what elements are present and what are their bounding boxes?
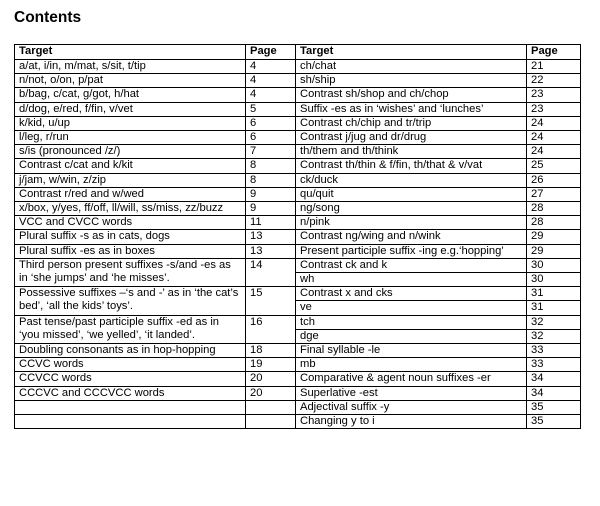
right-target-cell: Contrast ck and k	[296, 258, 527, 272]
right-target-cell: Suffix -es as in ‘wishes’ and ‘lunches’	[296, 102, 527, 116]
left-target-cell: s/is (pronounced /z/)	[15, 145, 246, 159]
right-page-cell: 32	[527, 329, 581, 343]
left-target-cell: Contrast r/red and w/wed	[15, 187, 246, 201]
right-page-cell: 24	[527, 131, 581, 145]
right-page-cell: 30	[527, 273, 581, 287]
right-page-cell: 34	[527, 372, 581, 386]
left-target-cell: CCVCC words	[15, 372, 246, 386]
left-page-cell	[246, 415, 296, 429]
right-page-cell: 28	[527, 216, 581, 230]
right-page-cell: 27	[527, 187, 581, 201]
right-target-cell: Adjectival suffix -y	[296, 400, 527, 414]
table-row	[15, 358, 581, 372]
header-right-page: Page	[527, 45, 581, 60]
right-page-cell: 21	[527, 60, 581, 74]
left-target-cell: VCC and CVCC words	[15, 216, 246, 230]
right-page-cell: 22	[527, 74, 581, 88]
header-right-target: Target	[296, 45, 527, 60]
left-target-cell: a/at, i/in, m/mat, s/sit, t/tip	[15, 60, 246, 74]
table-row	[15, 244, 581, 258]
right-page-cell: 31	[527, 301, 581, 315]
right-target-cell: mb	[296, 358, 527, 372]
right-page-cell: 35	[527, 400, 581, 414]
right-page-cell: 23	[527, 102, 581, 116]
table-row	[15, 287, 581, 301]
left-target-cell	[15, 415, 246, 429]
right-page-cell: 24	[527, 145, 581, 159]
right-target-cell: Contrast x and cks	[296, 287, 527, 301]
left-page-cell: 4	[246, 88, 296, 102]
table-row	[15, 258, 581, 272]
right-page-cell: 28	[527, 202, 581, 216]
right-target-cell: ve	[296, 301, 527, 315]
left-target-cell: Contrast c/cat and k/kit	[15, 159, 246, 173]
left-target-cell: Possessive suffixes –‘s and -’ as in ‘the cat’s bed’, ‘all the kids’ toys’.	[15, 287, 246, 315]
right-target-cell: qu/quit	[296, 187, 527, 201]
left-target-cell: d/dog, e/red, f/fin, v/vet	[15, 102, 246, 116]
left-target-cell: Plural suffix -s as in cats, dogs	[15, 230, 246, 244]
right-target-cell: ck/duck	[296, 173, 527, 187]
right-target-cell: wh	[296, 273, 527, 287]
right-target-cell: Final syllable -le	[296, 344, 527, 358]
right-target-cell: th/them and th/think	[296, 145, 527, 159]
left-target-cell: k/kid, u/up	[15, 116, 246, 130]
table-row	[15, 145, 581, 159]
left-target-cell: Plural suffix -es as in boxes	[15, 244, 246, 258]
left-target-cell: b/bag, c/cat, g/got, h/hat	[15, 88, 246, 102]
table-row	[15, 88, 581, 102]
contents-table	[14, 44, 581, 429]
right-page-cell: 30	[527, 258, 581, 272]
table-row	[15, 74, 581, 88]
header-left-page: Page	[246, 45, 296, 60]
right-target-cell: Changing y to i	[296, 415, 527, 429]
left-page-cell: 11	[246, 216, 296, 230]
left-target-cell: CCCVC and CCCVCC words	[15, 386, 246, 400]
right-page-cell: 29	[527, 230, 581, 244]
right-target-cell: Comparative & agent noun suffixes -er	[296, 372, 527, 386]
right-target-cell: n/pink	[296, 216, 527, 230]
right-target-cell: Superlative -est	[296, 386, 527, 400]
table-row	[15, 344, 581, 358]
left-page-cell	[246, 400, 296, 414]
right-page-cell: 34	[527, 386, 581, 400]
left-page-cell: 8	[246, 159, 296, 173]
left-target-cell: l/leg, r/run	[15, 131, 246, 145]
left-page-cell: 9	[246, 202, 296, 216]
right-page-cell: 33	[527, 358, 581, 372]
left-target-cell: Third person present suffixes -s/and -es as in ‘she jumps’ and ‘he misses’.	[15, 258, 246, 286]
left-target-cell: Doubling consonants as in hop-hopping	[15, 344, 246, 358]
left-target-cell: j/jam, w/win, z/zip	[15, 173, 246, 187]
right-page-cell: 24	[527, 116, 581, 130]
right-target-cell: Contrast j/jug and dr/drug	[296, 131, 527, 145]
left-page-cell: 13	[246, 244, 296, 258]
left-page-cell: 19	[246, 358, 296, 372]
page-title: Contents	[14, 9, 82, 26]
table-row	[15, 202, 581, 216]
right-page-cell: 29	[527, 244, 581, 258]
left-page-cell: 13	[246, 230, 296, 244]
right-page-cell: 25	[527, 159, 581, 173]
table-row	[15, 159, 581, 173]
table-row	[15, 415, 581, 429]
right-page-cell: 23	[527, 88, 581, 102]
left-page-cell: 5	[246, 102, 296, 116]
right-target-cell: Contrast ng/wing and n/wink	[296, 230, 527, 244]
table-row	[15, 230, 581, 244]
left-page-cell: 20	[246, 386, 296, 400]
table-row	[15, 187, 581, 201]
table-header-row	[15, 45, 581, 60]
header-left-target: Target	[15, 45, 246, 60]
table-row	[15, 315, 581, 329]
right-target-cell: Contrast ch/chip and tr/trip	[296, 116, 527, 130]
left-page-cell: 18	[246, 344, 296, 358]
left-page-cell: 16	[246, 315, 296, 343]
left-page-cell: 15	[246, 287, 296, 315]
left-page-cell: 4	[246, 60, 296, 74]
table-row	[15, 216, 581, 230]
left-page-cell: 8	[246, 173, 296, 187]
right-target-cell: Present participle suffix -ing e.g.‘hopping’	[296, 244, 527, 258]
left-target-cell: x/box, y/yes, ff/off, ll/will, ss/miss, zz/buzz	[15, 202, 246, 216]
table-row	[15, 131, 581, 145]
left-page-cell: 4	[246, 74, 296, 88]
right-target-cell: ch/chat	[296, 60, 527, 74]
table-row	[15, 60, 581, 74]
table-row	[15, 400, 581, 414]
right-target-cell: tch	[296, 315, 527, 329]
left-target-cell: Past tense/past participle suffix -ed as in ‘you missed’, ‘we yelled’, ‘it landed’.	[15, 315, 246, 343]
right-target-cell: Contrast th/thin & f/fin, th/that & v/vat	[296, 159, 527, 173]
left-page-cell: 6	[246, 131, 296, 145]
table-row	[15, 372, 581, 386]
left-target-cell: n/not, o/on, p/pat	[15, 74, 246, 88]
right-page-cell: 35	[527, 415, 581, 429]
right-page-cell: 31	[527, 287, 581, 301]
table-row	[15, 102, 581, 116]
right-target-cell: ng/song	[296, 202, 527, 216]
left-target-cell	[15, 400, 246, 414]
left-page-cell: 9	[246, 187, 296, 201]
table-row	[15, 173, 581, 187]
left-page-cell: 6	[246, 116, 296, 130]
left-target-cell: CCVC words	[15, 358, 246, 372]
table-row	[15, 386, 581, 400]
right-page-cell: 26	[527, 173, 581, 187]
left-page-cell: 7	[246, 145, 296, 159]
table-body	[15, 60, 581, 429]
right-page-cell: 32	[527, 315, 581, 329]
right-target-cell: Contrast sh/shop and ch/chop	[296, 88, 527, 102]
table-row	[15, 116, 581, 130]
left-page-cell: 14	[246, 258, 296, 286]
right-target-cell: sh/ship	[296, 74, 527, 88]
right-target-cell: dge	[296, 329, 527, 343]
right-page-cell: 33	[527, 344, 581, 358]
left-page-cell: 20	[246, 372, 296, 386]
